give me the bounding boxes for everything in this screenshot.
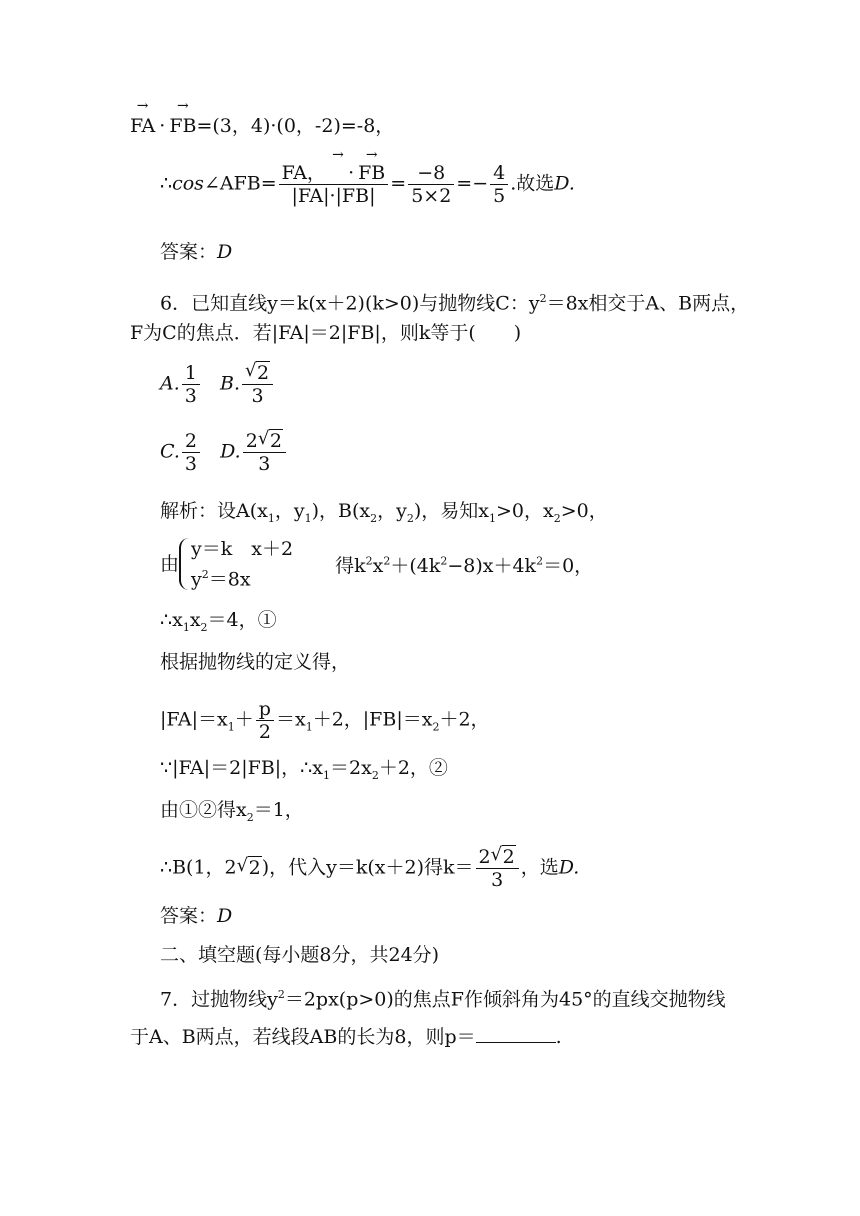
answer-label: 答案： — [160, 905, 218, 927]
dot-product-value: =(3，4)·(0，-2)=-8， — [196, 115, 395, 137]
system-row-2: $y^2=8x$ — [191, 568, 251, 591]
cos-label: cos — [172, 172, 204, 195]
option-b-fraction: √ 2 3 — [242, 362, 273, 407]
vector-fa: → FA — [130, 113, 155, 139]
option-c-label: C. — [160, 440, 180, 463]
answer-blank[interactable] — [476, 1024, 556, 1043]
choose-choice: D. — [554, 172, 575, 195]
system-prefix: 由 — [160, 553, 180, 576]
solution-line-5: $|FA|=x_1+$ $\frac{p}{2}$ $=x_1+2$，$|FB|=x_2+2$， — [160, 698, 490, 743]
answer-value: D — [217, 905, 233, 927]
options-ab — [160, 362, 275, 407]
question-6-line1: 6．已知直线y＝k(x＋2)(k>0)与抛物线C：$y^2=8x$相交于A、B两点， — [160, 292, 750, 315]
choose-text: .故选 — [510, 172, 555, 195]
fraction-minus-8: $\frac{-8}{5\times 2}$ — [408, 162, 454, 207]
option-d-fraction: 2 √ 2 3 — [243, 430, 286, 475]
cosine-fraction: $\frac{FA, \to ​ \cdot\to FB}{|FA|\cdot|FB|}$ — [279, 162, 389, 207]
option-c-fraction: $\frac{2}{3}$ — [182, 430, 200, 475]
solution-line-1: 解析：设$A(x_1$，$y_1$)，$B(x_2$，$y_2$)，易知$x_1>0$，$x_2>0$， — [160, 500, 608, 525]
cosine-line — [160, 162, 575, 207]
equation-system-line — [160, 536, 593, 592]
answer-5 — [160, 239, 232, 265]
p-over-2-fraction: $\frac{p}{2}$ — [256, 698, 274, 743]
solution-line-8: ∴B(1，2 √ 2)，代入y＝k(x＋2)得k＝ 2 √ 2 3 ，选D. — [160, 844, 580, 891]
equation-system — [179, 536, 293, 592]
equals-sign: = — [390, 172, 407, 195]
section-heading: 二、填空题(每小题8分，共24分) — [160, 944, 440, 966]
answer-6 — [160, 903, 232, 929]
option-a-label: A. — [160, 372, 180, 395]
solution-line-3: $\therefore x_1x_2=4$，① — [160, 609, 277, 634]
option-d-label: D. — [220, 440, 241, 463]
answer-value: D — [217, 241, 233, 263]
question-7-line2: 于A、B两点，若线段AB的长为8，则p＝ . — [130, 1026, 562, 1048]
k-value-fraction: 2 √ 2 3 — [476, 846, 519, 891]
vector-fb: → FB — [169, 113, 196, 139]
solution-line-4: 根据抛物线的定义得， — [160, 651, 351, 673]
question-6-line2: F为C的焦点．若|FA|＝2|FB|，则k等于( ) — [130, 322, 522, 344]
solution-line-7: 由①②得$x_2=1$， — [160, 799, 304, 824]
options-cd — [160, 430, 288, 475]
solution-line-6: ∵|FA|＝2|FB|，$\therefore x_1=2x_2+2$，② — [160, 757, 448, 782]
fraction-den: |FA|·|FB| — [279, 184, 389, 207]
answer-label: 答案： — [160, 241, 218, 263]
system-result: 得$k^2x^2+(4k^2-8)x+4k^2=0$， — [335, 555, 594, 578]
therefore-symbol: ∴ — [160, 172, 173, 195]
fraction-4-5: $\frac{4}{5}$ — [490, 162, 508, 207]
angle-label: ∠AFB= — [203, 172, 277, 195]
blank-vector: → ​ — [332, 162, 344, 184]
fraction-num-fa: FA， — [281, 162, 326, 184]
fraction-num-fb: → FB — [358, 162, 385, 184]
option-a-fraction: $\frac{1}{3}$ — [182, 362, 200, 407]
equals-minus: =− — [456, 172, 489, 195]
dot-product-line: → FA ·→ FB=(3，4)·(0，-2)=-8， — [130, 113, 394, 139]
question-7-line1: 7．过抛物线$y^2=2px(p>0)$的焦点F作倾斜角为45°的直线交抛物线 — [160, 988, 726, 1011]
option-b-label: B. — [219, 372, 240, 395]
system-row-1: y＝k x＋2 — [191, 538, 294, 560]
